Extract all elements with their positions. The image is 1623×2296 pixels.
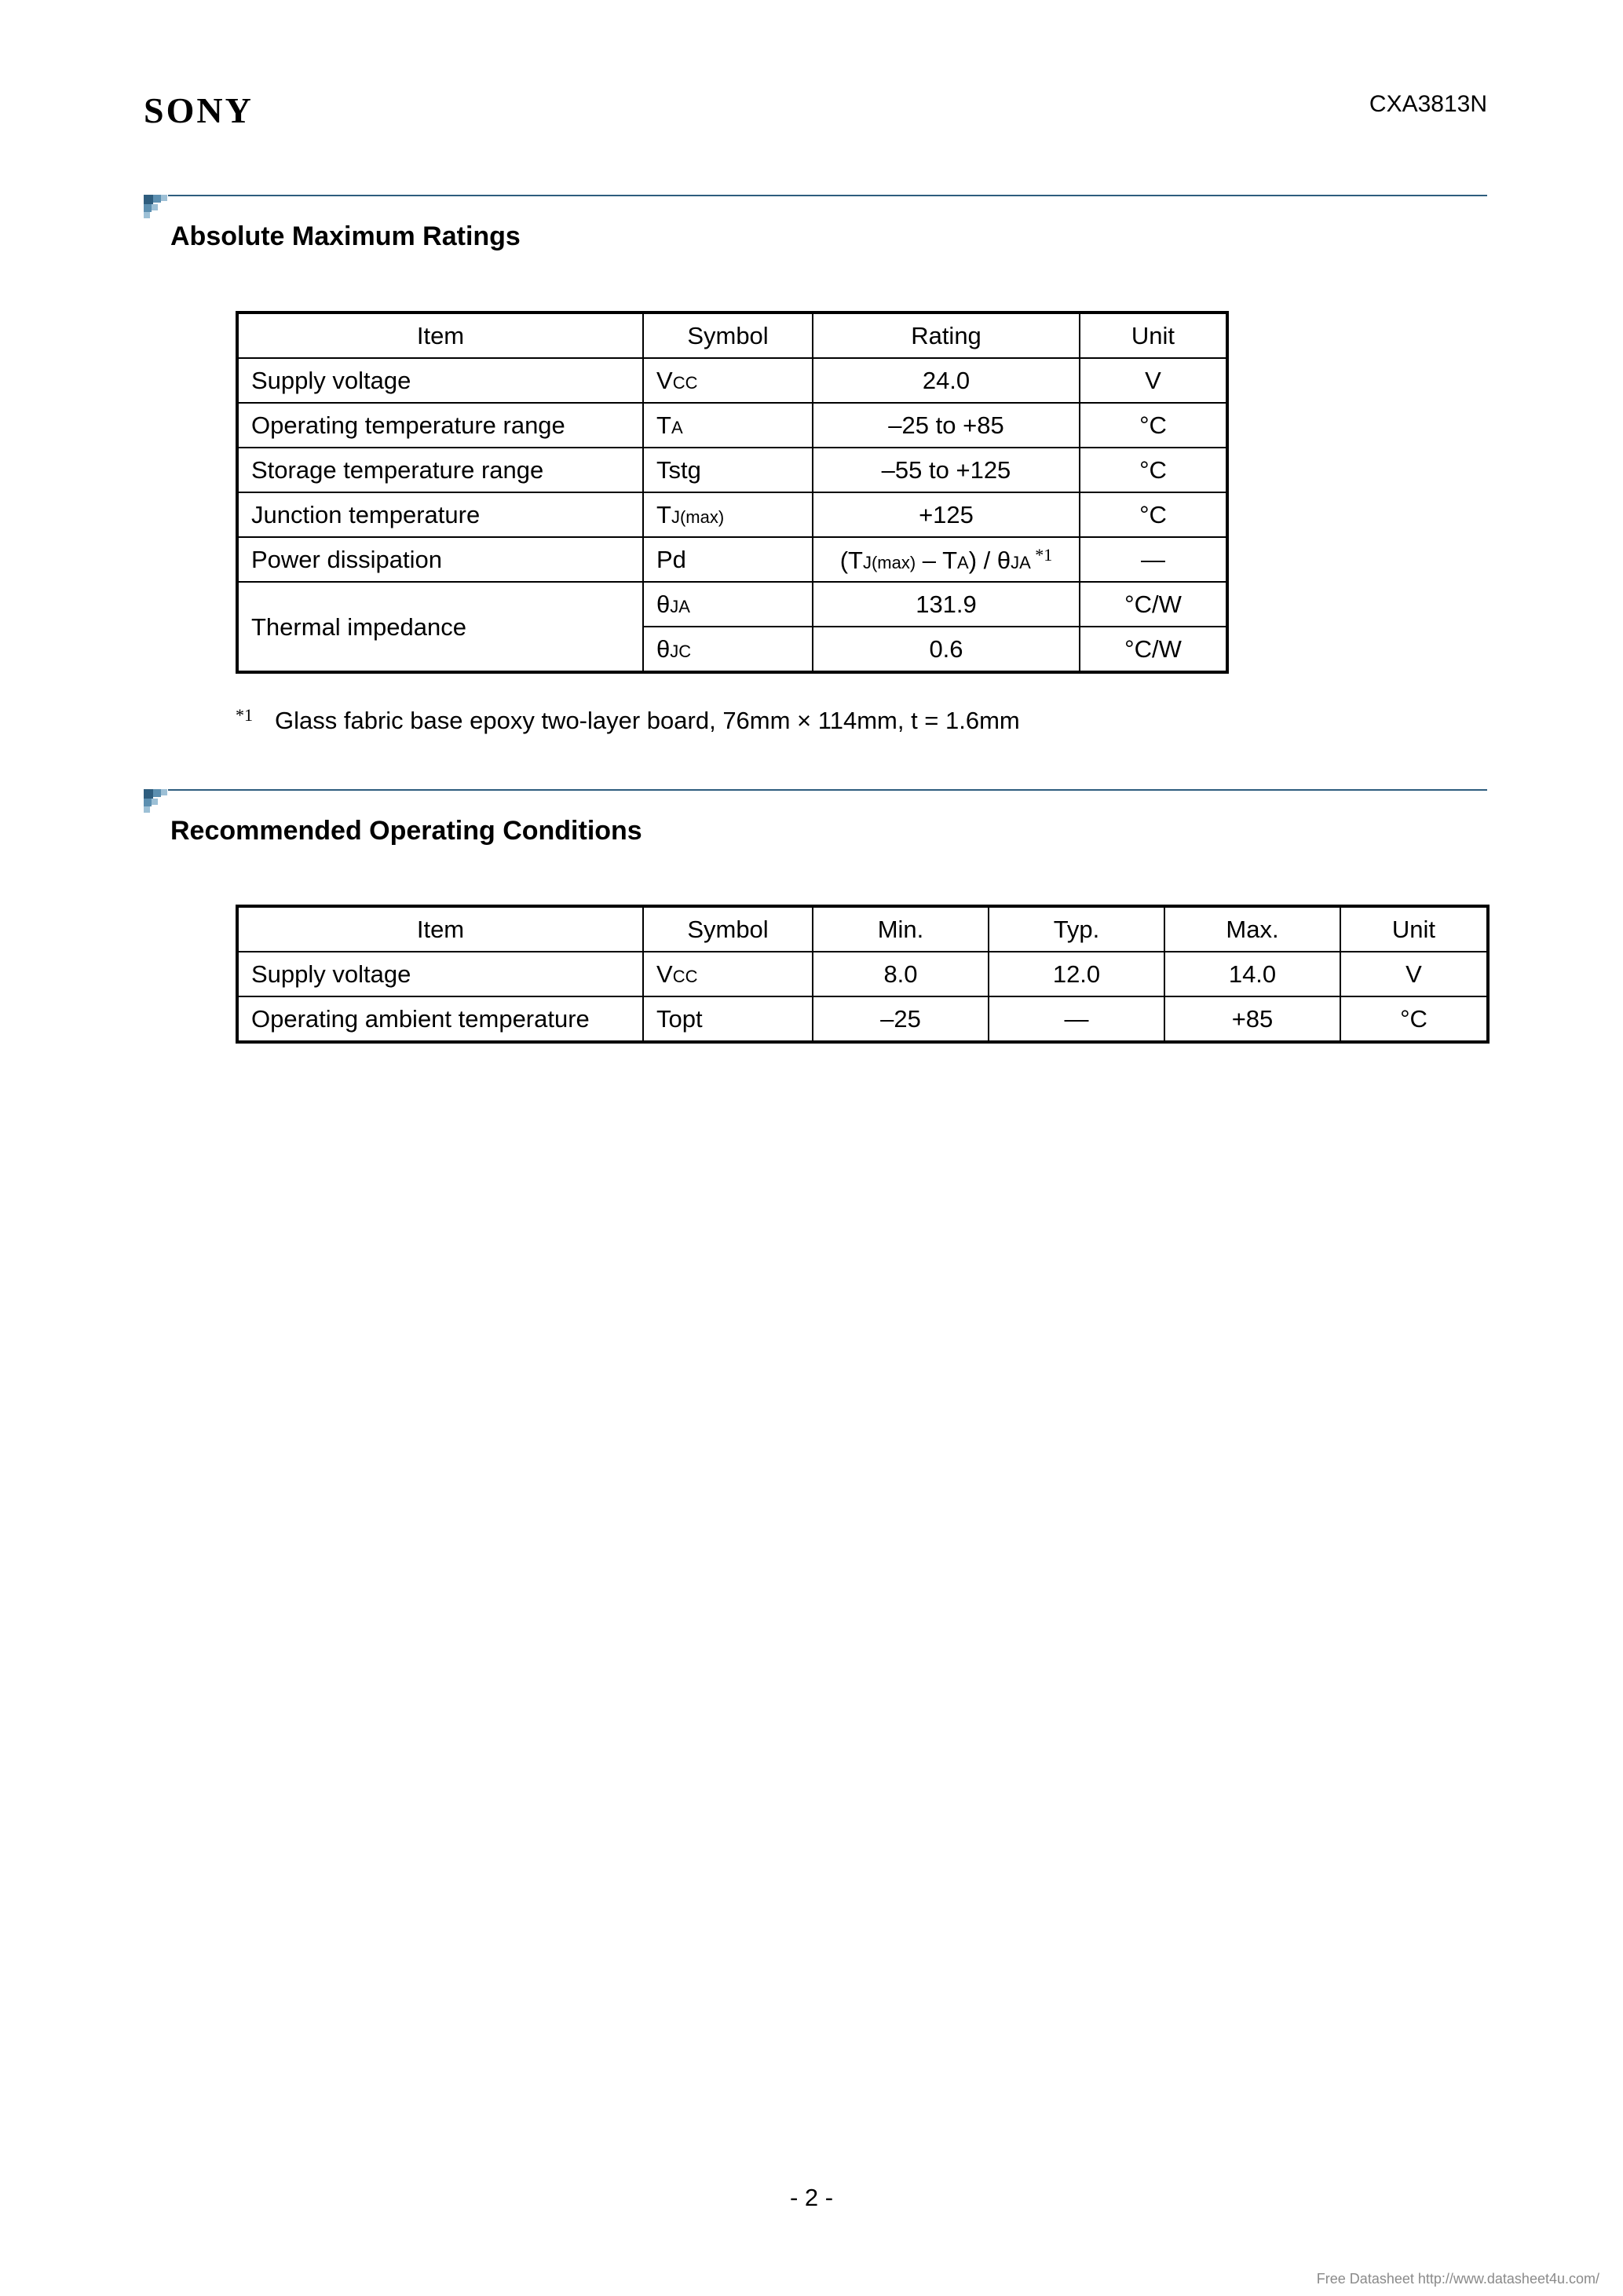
section-rule xyxy=(168,789,1487,791)
document-number: CXA3813N xyxy=(1369,91,1487,117)
absolute-max-ratings-table xyxy=(236,311,1229,674)
column-header: Rating xyxy=(813,313,1080,358)
table-row xyxy=(237,358,1227,403)
recommended-conditions-table xyxy=(236,905,1490,1044)
item-cell: Operating ambient temperature xyxy=(237,996,643,1042)
watermark-link[interactable]: Free Datasheet http://www.datasheet4u.com/ xyxy=(1316,2271,1599,2287)
rating-cell: 24.0 xyxy=(813,358,1080,403)
symbol-cell: Tstg xyxy=(643,448,813,492)
item-cell: Storage temperature range xyxy=(237,448,643,492)
section-title-recommended: Recommended Operating Conditions xyxy=(170,816,642,846)
table-row xyxy=(237,582,1227,627)
page-number: - 2 - xyxy=(789,2184,834,2211)
unit-cell: °C/W xyxy=(1080,582,1227,627)
column-header: Item xyxy=(237,906,643,952)
rating-cell: –25 to +85 xyxy=(813,403,1080,448)
max-cell: +85 xyxy=(1164,996,1340,1042)
unit-cell: °C/W xyxy=(1080,627,1227,672)
item-cell: Thermal impedance xyxy=(237,582,643,672)
table-row xyxy=(237,537,1227,582)
footnote-mark: *1 xyxy=(236,705,253,725)
item-cell: Supply voltage xyxy=(237,358,643,403)
symbol-cell: Pd xyxy=(643,537,813,582)
typ-cell: 12.0 xyxy=(989,952,1164,996)
sony-logo: SONY xyxy=(144,90,254,130)
column-header: Symbol xyxy=(643,906,813,952)
symbol-cell: TA xyxy=(643,403,813,448)
item-cell: Supply voltage xyxy=(237,952,643,996)
table-row xyxy=(237,448,1227,492)
footnote xyxy=(236,707,1020,733)
footnote-text: Glass fabric base epoxy two-layer board, 76mm × 114mm, t = 1.6mm xyxy=(275,707,1020,734)
symbol-cell: Topt xyxy=(643,996,813,1042)
table-row xyxy=(237,996,1488,1042)
column-header: Unit xyxy=(1340,906,1488,952)
item-cell: Power dissipation xyxy=(237,537,643,582)
unit-cell: V xyxy=(1340,952,1488,996)
min-cell: 8.0 xyxy=(813,952,989,996)
symbol-cell: VCC xyxy=(643,952,813,996)
table-row xyxy=(237,952,1488,996)
section-rule xyxy=(168,195,1487,196)
column-header: Unit xyxy=(1080,313,1227,358)
unit-cell: °C xyxy=(1080,448,1227,492)
table-header-row xyxy=(237,313,1227,358)
unit-cell: °C xyxy=(1080,403,1227,448)
symbol-cell: θJA xyxy=(643,582,813,627)
unit-cell: °C xyxy=(1340,996,1488,1042)
rating-cell: 131.9 xyxy=(813,582,1080,627)
rating-cell: –55 to +125 xyxy=(813,448,1080,492)
table-row xyxy=(237,403,1227,448)
symbol-cell: TJ(max) xyxy=(643,492,813,537)
table-row xyxy=(237,492,1227,537)
rating-cell: (TJ(max) – TA) / θJA $^{*1}$ xyxy=(813,537,1080,582)
column-header: Typ. xyxy=(989,906,1164,952)
column-header: Item xyxy=(237,313,643,358)
column-header: Min. xyxy=(813,906,989,952)
max-cell: 14.0 xyxy=(1164,952,1340,996)
column-header: Max. xyxy=(1164,906,1340,952)
unit-cell: V xyxy=(1080,358,1227,403)
item-cell: Operating temperature range xyxy=(237,403,643,448)
column-header: Symbol xyxy=(643,313,813,358)
unit-cell: °C xyxy=(1080,492,1227,537)
symbol-cell: θJC xyxy=(643,627,813,672)
typ-cell: — xyxy=(989,996,1164,1042)
table-header-row xyxy=(237,906,1488,952)
symbol-cell: VCC xyxy=(643,358,813,403)
rating-cell: 0.6 xyxy=(813,627,1080,672)
unit-cell: — xyxy=(1080,537,1227,582)
min-cell: –25 xyxy=(813,996,989,1042)
item-cell: Junction temperature xyxy=(237,492,643,537)
rating-cell: +125 xyxy=(813,492,1080,537)
section-title-absolute-max: Absolute Maximum Ratings xyxy=(170,221,521,251)
